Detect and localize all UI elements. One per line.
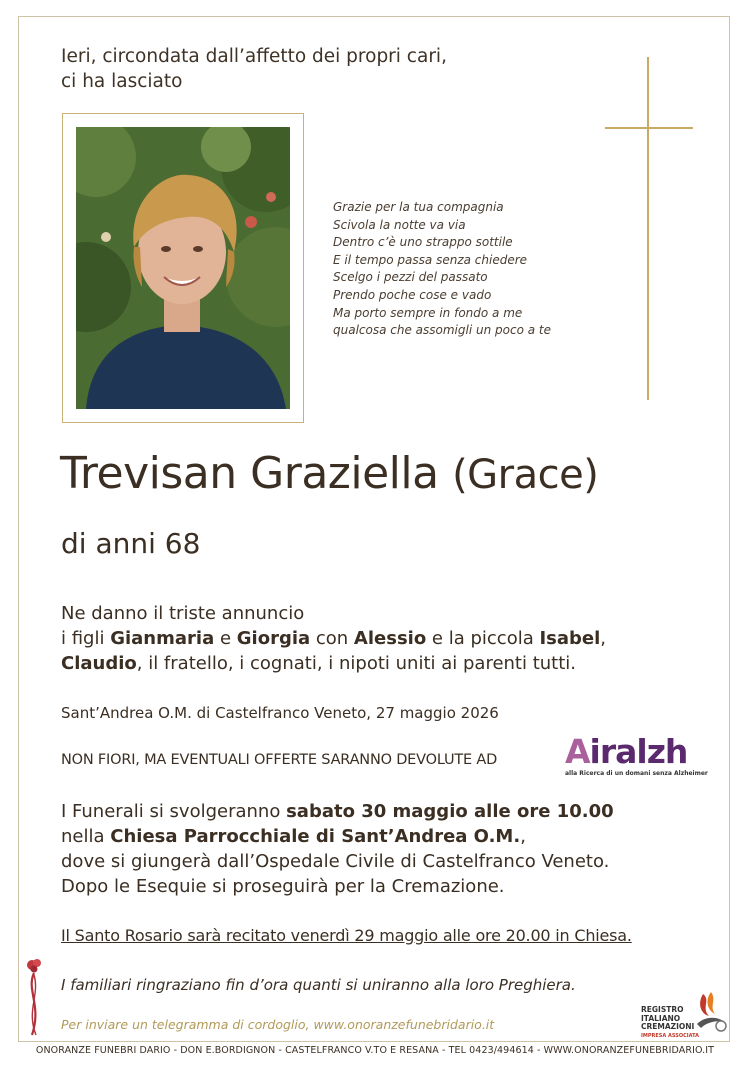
child-name: Gianmaria (110, 628, 215, 649)
poem-line: Grazie per la tua compagnia (333, 200, 504, 214)
funeral-datetime: sabato 30 maggio alle ore 10.00 (286, 801, 614, 822)
announcement (61, 601, 606, 676)
airalzh-logo (565, 732, 708, 780)
deceased-nickname: (Grace) (452, 452, 599, 498)
logo-word: iralzh (589, 732, 688, 771)
funeral-line-1 (61, 799, 614, 824)
cross-horizontal (605, 127, 693, 129)
thanks-text: I familiari ringraziano fin d’ora quanti si uniranno alla loro Preghiera. (61, 976, 576, 994)
announcement-line-2 (61, 626, 606, 651)
telegram-link[interactable]: Per inviare un telegramma di cordoglio, www.onoranzefunebridario.it (61, 1017, 495, 1032)
footer-contact: ONORANZE FUNEBRI DARIO - DON E.BORDIGNON - CASTELFRANCO V.TO E RESANA - TEL 0423/494614 - WWW.ONORANZEFUNEBRIDARIO.IT (35, 1045, 715, 1056)
poem (333, 199, 551, 340)
text-fragment: , (520, 826, 526, 847)
flower-icon (22, 955, 46, 1037)
rosary-notice: Il Santo Rosario sarà recitato venerdì 29 maggio alle ore 20.00 in Chiesa. (61, 926, 632, 945)
intro-line-2: ci ha lasciato (61, 71, 183, 92)
registro-line: ITALIANO (641, 1013, 681, 1023)
funeral-line-4: Dopo le Esequie si proseguirà per la Cremazione. (61, 876, 505, 897)
airalzh-tagline: alla Ricerca di un domani senza Alzheimer (565, 770, 708, 777)
poem-line: Prendo poche cose e vado (333, 287, 492, 302)
text-fragment: , il fratello, i cognati, i nipoti uniti ai parenti tutti. (136, 653, 577, 674)
text-fragment: I Funerali si svolgeranno (61, 801, 287, 822)
registro-line: REGISTRO (641, 1005, 684, 1014)
text-fragment: i figli (61, 628, 111, 649)
poem-line: Dentro c’è uno strappo sottile (333, 235, 513, 250)
grandchild-name: Alessio (353, 628, 427, 649)
poem-line: Scivola la notte va via (333, 217, 466, 232)
text-fragment: nella (61, 826, 111, 847)
portrait-frame (62, 113, 304, 423)
logo-letter: A (565, 732, 590, 771)
poem-line: Scelgo i pezzi del passato (333, 270, 488, 285)
poem-line: Ma porto sempre in fondo a me (333, 305, 523, 320)
announcement-line-3 (61, 651, 606, 676)
portrait-image (76, 127, 290, 409)
intro-text (61, 44, 447, 94)
funeral-church: Chiesa Parrocchiale di Sant’Andrea O.M. (110, 826, 521, 847)
funeral-line-3: dove si giungerà dall’Ospedale Civile di Castelfranco Veneto. (61, 851, 610, 872)
child-name: Giorgia (236, 628, 311, 649)
airalzh-logo-text (565, 732, 690, 771)
poem-line: qualcosa che assomigli un poco a te (333, 323, 551, 338)
funeral-line-2 (61, 824, 614, 849)
text-fragment: , (600, 628, 607, 649)
text-fragment: con (310, 628, 354, 649)
registro-line: CREMAZIONI (641, 1022, 695, 1031)
deceased-name (60, 448, 598, 499)
funeral-info (61, 799, 614, 899)
portrait-photo (76, 127, 290, 409)
registro-text (641, 1006, 694, 1032)
registro-cremazioni-logo (641, 990, 731, 1040)
place-date: Sant’Andrea O.M. di Castelfranco Veneto, 27 maggio 2026 (61, 704, 499, 722)
grandchild-name: Isabel (539, 628, 601, 649)
flame-bird-icon (691, 990, 729, 1032)
text-fragment: e (214, 628, 237, 649)
intro-line-1: Ieri, circondata dall’affetto dei propri cari, (61, 46, 447, 67)
deceased-fullname: Trevisan Graziella (60, 448, 439, 499)
spouse-name: Claudio (61, 653, 137, 674)
announcement-line-1: Ne danno il triste annuncio (61, 603, 305, 624)
donation-text: NON FIORI, MA EVENTUALI OFFERTE SARANNO DEVOLUTE AD (61, 752, 498, 768)
deceased-age: di anni 68 (61, 527, 201, 560)
cross-vertical (647, 57, 649, 400)
poem-line: E il tempo passa senza chiedere (333, 252, 528, 267)
text-fragment: e la piccola (426, 628, 540, 649)
registro-subtitle: IMPRESA ASSOCIATA (641, 1033, 699, 1039)
